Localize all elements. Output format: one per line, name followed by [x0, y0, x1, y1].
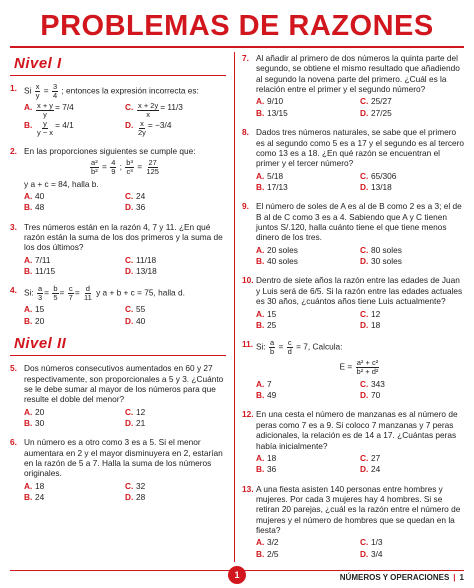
question-number: 13.	[242, 483, 254, 494]
option-b[interactable]: B. $\frac{y}{y - x}$ = 4 / 1	[24, 118, 74, 137]
left-column	[10, 53, 226, 512]
page-number-badge: 1	[228, 566, 246, 584]
question-number: 10.	[242, 275, 254, 286]
option-d[interactable]: D. 24	[360, 464, 381, 475]
option-d[interactable]: D. 30 soles	[360, 256, 402, 267]
q4-formula: Si: $\frac{a}{3}$ = $\frac{b}{5}$ = $\frac{c}{7}$ = $\frac{d}{11}$ y a + b + c = 75, halla d.	[24, 284, 185, 303]
option-c[interactable]: C. 65/306	[360, 170, 397, 181]
option-a[interactable]: A. 20 soles	[256, 244, 298, 255]
option-c[interactable]: C. 55	[125, 304, 146, 315]
section-heading-nivel-1: Nivel I	[14, 55, 62, 72]
option-d[interactable]: D. 13/18	[360, 181, 392, 192]
option-c[interactable]: C. $\frac{x + 2y}{x}$ = 11 / 3	[125, 101, 183, 119]
title-underline	[10, 46, 464, 48]
question-3	[10, 222, 226, 277]
question-12	[242, 409, 464, 474]
equals-sign: =	[43, 85, 49, 96]
question-13	[242, 484, 464, 560]
option-a[interactable]: A. 18	[256, 452, 277, 463]
q12-options	[256, 453, 464, 475]
option-d[interactable]: D. 36	[125, 202, 146, 213]
option-a[interactable]: A. 15	[24, 304, 45, 315]
q12-text: En una cesta el número de manzanas es al número de peras como 7 es a 9. Si coloco 7 manzanas y 7 peras adicionales, la relación es de 14 a 17. ¿Cuántas peras había inicialmente?	[256, 409, 458, 451]
option-d[interactable]: D. 13/18	[125, 266, 157, 277]
question-number: 5.	[10, 363, 17, 374]
question-1	[10, 83, 226, 136]
q7-text: Al añadir al primero de dos números la quinta parte del segundo, se obtiene el mismo resultado que añadiendo al segundo la novena parte del primero. ¿Cuál es la relación entre el primer y el segundo número?	[256, 53, 460, 95]
option-b[interactable]: B. 11/15	[24, 266, 56, 277]
question-number: 1.	[10, 83, 17, 94]
question-number: 7.	[242, 53, 249, 63]
option-c[interactable]: C. 343	[360, 378, 385, 389]
option-b[interactable]: B. 17/13	[256, 181, 288, 192]
question-number: 12.	[242, 409, 254, 420]
option-b[interactable]: B. 49	[256, 390, 277, 401]
q1-options	[24, 102, 226, 137]
q7-options	[256, 96, 464, 118]
option-c[interactable]: C. 80 soles	[360, 244, 402, 255]
option-c[interactable]: C. 27	[360, 452, 381, 463]
question-9	[242, 201, 464, 266]
option-a[interactable]: A. 9/10	[256, 96, 284, 107]
q11-premise: Si: $\frac{a}{b}$ = $\frac{c}{d}$ = 7, Calcula:	[256, 338, 343, 357]
option-c[interactable]: C. 12	[125, 406, 146, 417]
option-a[interactable]: A. 20	[24, 406, 45, 417]
section-heading-nivel-2: Nivel II	[14, 334, 67, 352]
q1-fraction: $\frac{x}{y}$	[35, 82, 40, 101]
question-2	[10, 146, 226, 213]
question-7	[242, 53, 464, 118]
q1-prefix: Si	[24, 85, 32, 96]
question-10	[242, 275, 464, 330]
column-divider	[234, 52, 235, 562]
q3-text: Tres números están en la razón 4, 7 y 11. ¿En qué razón están la suma de los dos primeros y la suma de los dos últimos?	[24, 221, 223, 253]
option-d[interactable]: D. 3/4	[360, 548, 383, 559]
option-b[interactable]: B. 2/5	[256, 548, 279, 559]
q6-text: Un número es a otro como 3 es a 5. Si el menor aumentara en 2 y el mayor disminuyera en 2, estarían en la razón de 5 a 7. Halla la suma de los números originales.	[24, 437, 223, 479]
q13-options	[256, 537, 464, 559]
question-6	[10, 437, 226, 502]
option-b[interactable]: B. 40 soles	[256, 256, 298, 267]
q1-ratio: $\frac{3}{4}$	[52, 82, 58, 101]
option-a[interactable]: A. 40	[24, 190, 45, 201]
question-4	[10, 285, 226, 325]
q3-options	[24, 255, 226, 277]
q10-options	[256, 309, 464, 331]
q10-text: Dentro de siete años la razón entre las edades de Juan y Luis será de 6/5. Si la razón entre las edades actuales es 30 años, ¿cuántos años tiene Luis actualmente?	[256, 275, 463, 307]
q11-expression: E = $\frac{\text{a² + c²}}{\text{b² + d²}}$	[339, 358, 379, 376]
q11-options	[256, 379, 464, 401]
option-d[interactable]: D. 40	[125, 315, 146, 326]
question-11	[242, 339, 464, 400]
section-rule	[10, 75, 226, 77]
option-b[interactable]: B. 48	[24, 202, 45, 213]
right-column	[242, 53, 464, 568]
q5-options	[24, 407, 226, 429]
option-b[interactable]: B. 30	[24, 418, 45, 428]
q2-options	[24, 191, 226, 213]
option-a[interactable]: A. 7	[256, 378, 272, 389]
option-a[interactable]: A. 5/18	[256, 170, 284, 181]
q8-text: Dados tres números naturales, se sabe que el primero es al segundo como 5 es a 17 y el segundo es al tercero como 13 es a 18. ¿En qué razón se encuentran el primer y el tercer número?	[256, 127, 465, 169]
option-d[interactable]: D. 70	[360, 390, 381, 401]
option-d[interactable]: D. 18	[360, 319, 381, 330]
option-b[interactable]: B. 24	[24, 492, 45, 503]
question-5	[10, 363, 226, 428]
question-number: 11.	[242, 339, 254, 350]
option-b[interactable]: B. 13/15	[256, 107, 288, 118]
option-a[interactable]: A. 18	[24, 480, 45, 491]
option-c[interactable]: C. 25/27	[360, 96, 392, 107]
option-a[interactable]: A. 15	[256, 308, 277, 319]
q2-text: En las proporciones siguientes se cumple que:	[24, 145, 196, 156]
q8-options	[256, 171, 464, 193]
q2-formula: $\frac{\text{a²}}{\text{b²}}$ = $\frac{4}{9}$ ; $\frac{\text{b³}}{\text{c³}}$ = $\frac{27}{125}$	[91, 157, 159, 176]
option-c[interactable]: C. 24	[125, 190, 146, 201]
question-number: 8.	[242, 127, 249, 138]
option-a[interactable]: A. $\frac{x + y}{y}$ = 7 / 4	[24, 101, 74, 119]
option-b[interactable]: B. 25	[256, 319, 277, 330]
question-number: 2.	[10, 145, 17, 156]
q9-options	[256, 245, 464, 267]
question-number: 9.	[242, 201, 249, 212]
page-title: PROBLEMAS DE RAZONES	[40, 10, 434, 42]
option-c[interactable]: C. 11/18	[125, 254, 157, 265]
option-d[interactable]: D. 21	[125, 418, 146, 428]
q6-options	[24, 481, 226, 503]
question-number: 4.	[10, 285, 17, 296]
option-c[interactable]: C. 32	[125, 480, 146, 491]
q1-text: ; entonces la expresión incorrecta es:	[61, 85, 199, 96]
q5-text: Dos números consecutivos aumentados en 60 y 27 respectivamente, son proporcionales a 5 y 3. ¿Cuánto se le debe sumar al mayor de los números para que resulte el doble del menor?	[24, 363, 224, 405]
q4-options	[24, 304, 226, 326]
q2-condition: y a + c = 84, halla b.	[24, 178, 99, 189]
footer-section-label: NÚMEROS Y OPERACIONES | 1	[339, 573, 464, 582]
option-a[interactable]: A. 7/11	[24, 254, 51, 265]
option-d[interactable]: D. 27/25	[360, 107, 392, 118]
question-number: 6.	[10, 437, 17, 448]
section-rule	[10, 355, 226, 357]
option-d[interactable]: D. $\frac{x}{2y}$ = −3 / 4	[125, 118, 172, 137]
q9-text: El número de soles de A es al de B como 2 es a 3; el de B al de C como 3 es a 4. Sabiendo que A y C tienen juntos S/.120, halla cuánto tiene el que tiene menos dinero de los tres.	[256, 201, 462, 243]
q13-text: A una fiesta asisten 140 personas entre hombres y mujeres. Por cada 3 mujeres hay 4 hombres. Si se retiran 20 parejas, ¿cuál es la razón entre el número de mujeres y el número de hombres que se quedan en la fiesta?	[256, 483, 461, 536]
option-a[interactable]: A. 3/2	[256, 537, 279, 548]
option-b[interactable]: B. 36	[256, 464, 277, 475]
question-8	[242, 127, 464, 192]
option-d[interactable]: D. 28	[125, 492, 146, 503]
option-c[interactable]: C. 12	[360, 308, 381, 319]
option-c[interactable]: C. 1/3	[360, 537, 383, 548]
option-b[interactable]: B. 20	[24, 315, 45, 326]
question-number: 3.	[10, 221, 17, 232]
